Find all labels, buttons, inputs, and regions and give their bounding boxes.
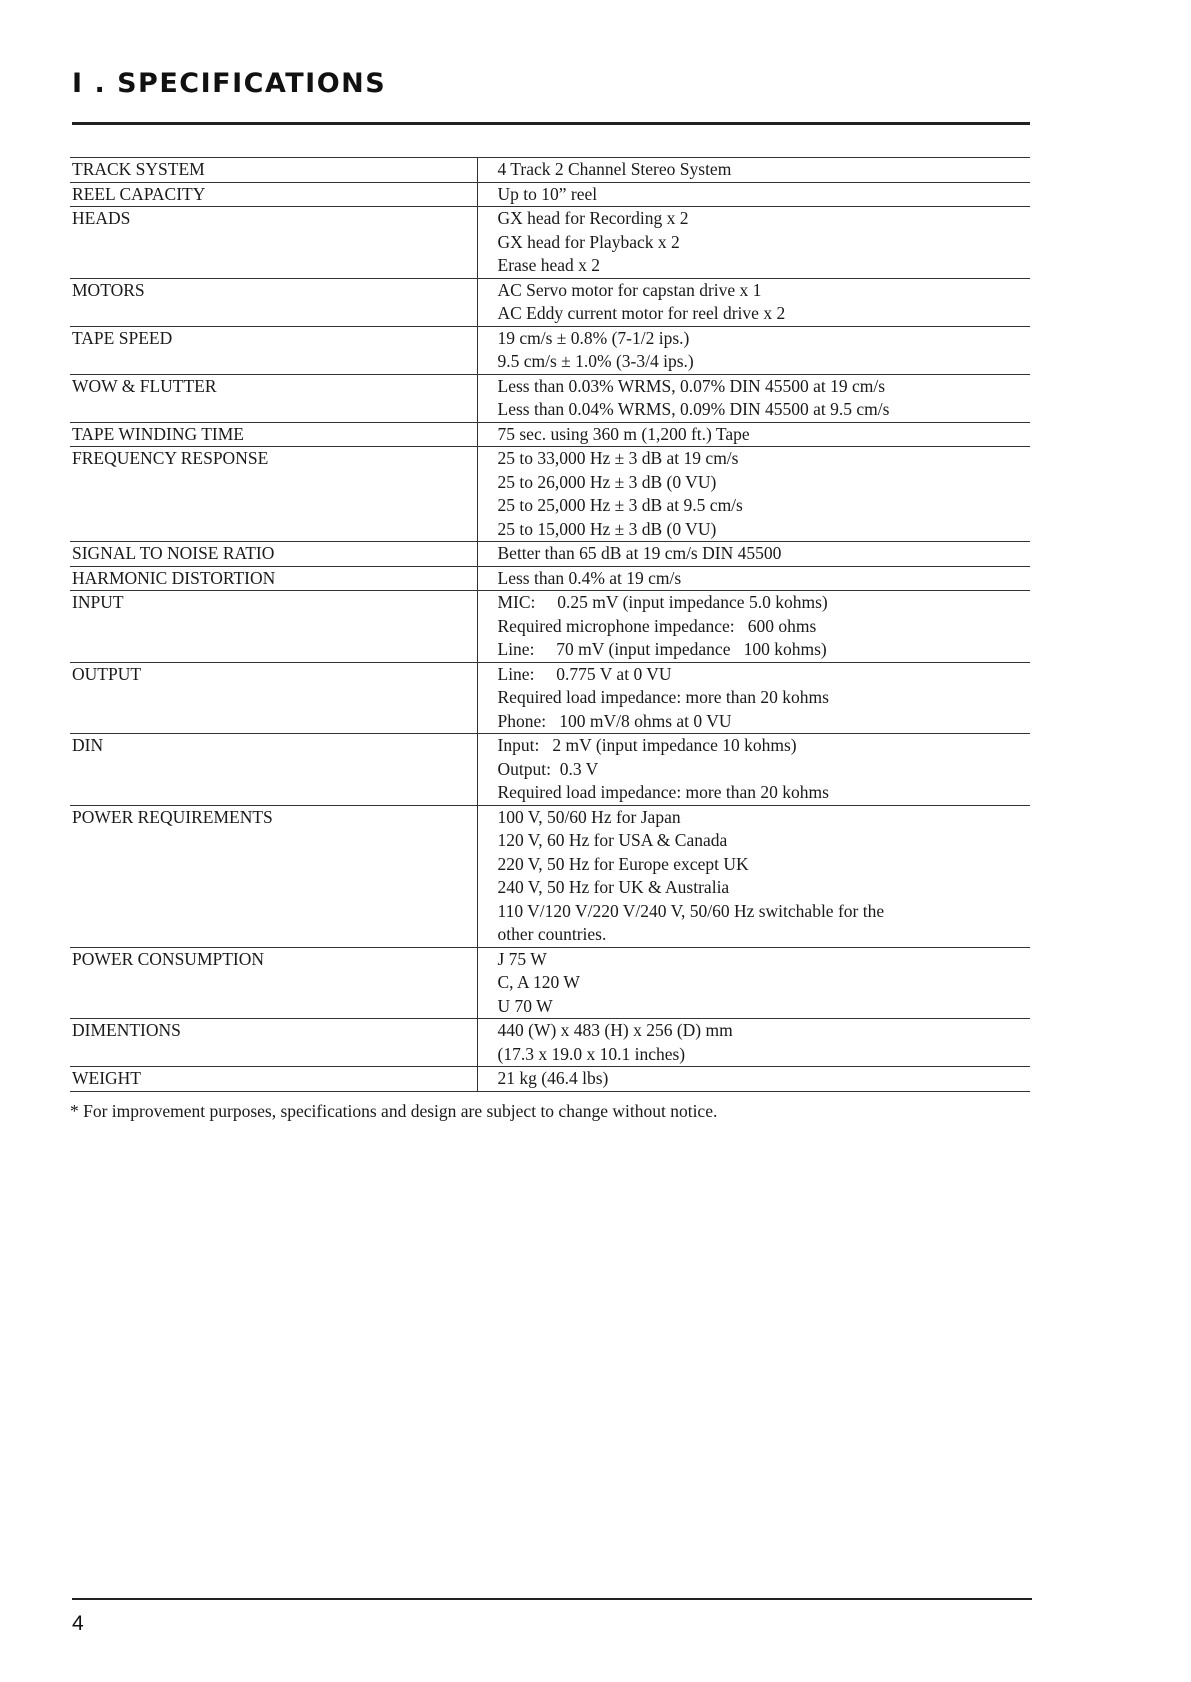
spec-label: POWER REQUIREMENTS [70,805,477,947]
spec-row [70,947,1030,1019]
spec-value-line: (17.3 x 19.0 x 10.1 inches) [497,1043,686,1064]
spec-value-line: 19 cm/s ± 0.8% (7-1/2 ips.) [497,327,690,348]
spec-value-line: Less than 0.04% WRMS, 0.09% DIN 45500 at 9.5 cm/s [497,399,890,419]
footer-rule [72,1598,1032,1600]
spec-value [477,566,1030,591]
spec-label: WOW & FLUTTER [70,374,477,422]
spec-value [477,158,1030,183]
spec-value-line: Better than 65 dB at 19 cm/s DIN 45500 [497,543,782,563]
spec-value-line: Output: 0.3 V [497,758,599,779]
spec-label: DIMENTIONS [70,1019,477,1067]
spec-row [70,422,1030,447]
spec-value-line: MIC: 0.25 mV (input impedance 5.0 kohms) [497,592,828,612]
spec-value [477,542,1030,567]
spec-value-line: 4 Track 2 Channel Stereo System [497,159,732,179]
spec-value [477,947,1030,1019]
spec-value-line: Required microphone impedance: 600 ohms [497,615,817,636]
spec-value-line: Required load impedance: more than 20 kohms [497,687,829,707]
spec-value [477,278,1030,326]
title-rule [72,122,1030,125]
spec-value-line: Input: 2 mV (input impedance 10 kohms) [497,735,797,755]
spec-value [477,591,1030,663]
spec-value-line: U 70 W [497,995,553,1016]
spec-value [477,1067,1030,1092]
spec-label: HARMONIC DISTORTION [70,566,477,591]
spec-value-line: 100 V, 50/60 Hz for Japan [497,806,681,827]
spec-label: TAPE SPEED [70,326,477,374]
spec-value-line: Less than 0.4% at 19 cm/s [497,567,682,588]
spec-value-line: Up to 10” reel [497,183,598,204]
spec-row [70,662,1030,734]
spec-row [70,1019,1030,1067]
spec-row [70,278,1030,326]
spec-label: REEL CAPACITY [70,182,477,207]
spec-row [70,158,1030,183]
spec-value-line: 21 kg (46.4 lbs) [497,1068,609,1088]
spec-row [70,542,1030,567]
spec-label: FREQUENCY RESPONSE [70,447,477,542]
spec-row [70,805,1030,947]
spec-value-line: 75 sec. using 360 m (1,200 ft.) Tape [497,423,750,444]
spec-value-line: Phone: 100 mV/8 ohms at 0 VU [497,710,732,731]
spec-label: MOTORS [70,278,477,326]
spec-value [477,662,1030,734]
spec-row [70,1067,1030,1092]
spec-value-line: Required load impedance: more than 20 kohms [497,782,829,802]
spec-value [477,207,1030,279]
spec-value [477,182,1030,207]
spec-value-line: other countries. [497,924,607,944]
page-number: 4 [72,1612,84,1635]
spec-row [70,447,1030,542]
spec-value [477,1019,1030,1067]
spec-value-line: C, A 120 W [497,972,580,992]
spec-label: OUTPUT [70,662,477,734]
specifications-table-body [70,158,1030,1092]
spec-label: DIN [70,734,477,806]
spec-row [70,207,1030,279]
spec-row [70,326,1030,374]
spec-value [477,374,1030,422]
spec-value [477,734,1030,806]
spec-value-line: AC Servo motor for capstan drive x 1 [497,279,762,300]
spec-value [477,422,1030,447]
spec-label: HEADS [70,207,477,279]
spec-value-line: 25 to 33,000 Hz ± 3 dB at 19 cm/s [497,448,739,468]
spec-value-line: 110 V/120 V/220 V/240 V, 50/60 Hz switchable for the [497,900,885,921]
spec-row [70,591,1030,663]
spec-value-line: Line: 70 mV (input impedance 100 kohms) [497,639,827,659]
spec-value-line: Less than 0.03% WRMS, 0.07% DIN 45500 at 19 cm/s [497,375,886,396]
spec-value [477,805,1030,947]
spec-row [70,374,1030,422]
page-title: I . SPECIFICATIONS [72,68,387,99]
spec-value-line: AC Eddy current motor for reel drive x 2 [497,303,786,323]
spec-label: SIGNAL TO NOISE RATIO [70,542,477,567]
spec-value [477,447,1030,542]
footnote: * For improvement purposes, specifications and design are subject to change without notice. [70,1101,718,1121]
spec-row [70,734,1030,806]
spec-value-line: 220 V, 50 Hz for Europe except UK [497,853,749,874]
spec-value-line: 25 to 15,000 Hz ± 3 dB (0 VU) [497,518,717,539]
spec-value-line: 240 V, 50 Hz for UK & Australia [497,877,730,897]
spec-row [70,182,1030,207]
spec-value-line: Line: 0.775 V at 0 VU [497,663,672,684]
spec-label: POWER CONSUMPTION [70,947,477,1019]
spec-label: WEIGHT [70,1067,477,1092]
spec-label: TRACK SYSTEM [70,158,477,183]
spec-label: INPUT [70,591,477,663]
spec-value-line: 9.5 cm/s ± 1.0% (3-3/4 ips.) [497,351,694,371]
specifications-table [70,157,1030,1092]
spec-value-line: 120 V, 60 Hz for USA & Canada [497,830,728,850]
spec-value-line: 25 to 25,000 Hz ± 3 dB at 9.5 cm/s [497,495,743,515]
spec-value-line: Erase head x 2 [497,255,601,275]
spec-value-line: GX head for Recording x 2 [497,208,689,228]
spec-value-line: 25 to 26,000 Hz ± 3 dB (0 VU) [497,471,717,492]
spec-value-line: J 75 W [497,948,547,969]
spec-value [477,326,1030,374]
spec-value-line: GX head for Playback x 2 [497,231,680,252]
spec-label: TAPE WINDING TIME [70,422,477,447]
spec-row [70,566,1030,591]
spec-value-line: 440 (W) x 483 (H) x 256 (D) mm [497,1020,733,1040]
